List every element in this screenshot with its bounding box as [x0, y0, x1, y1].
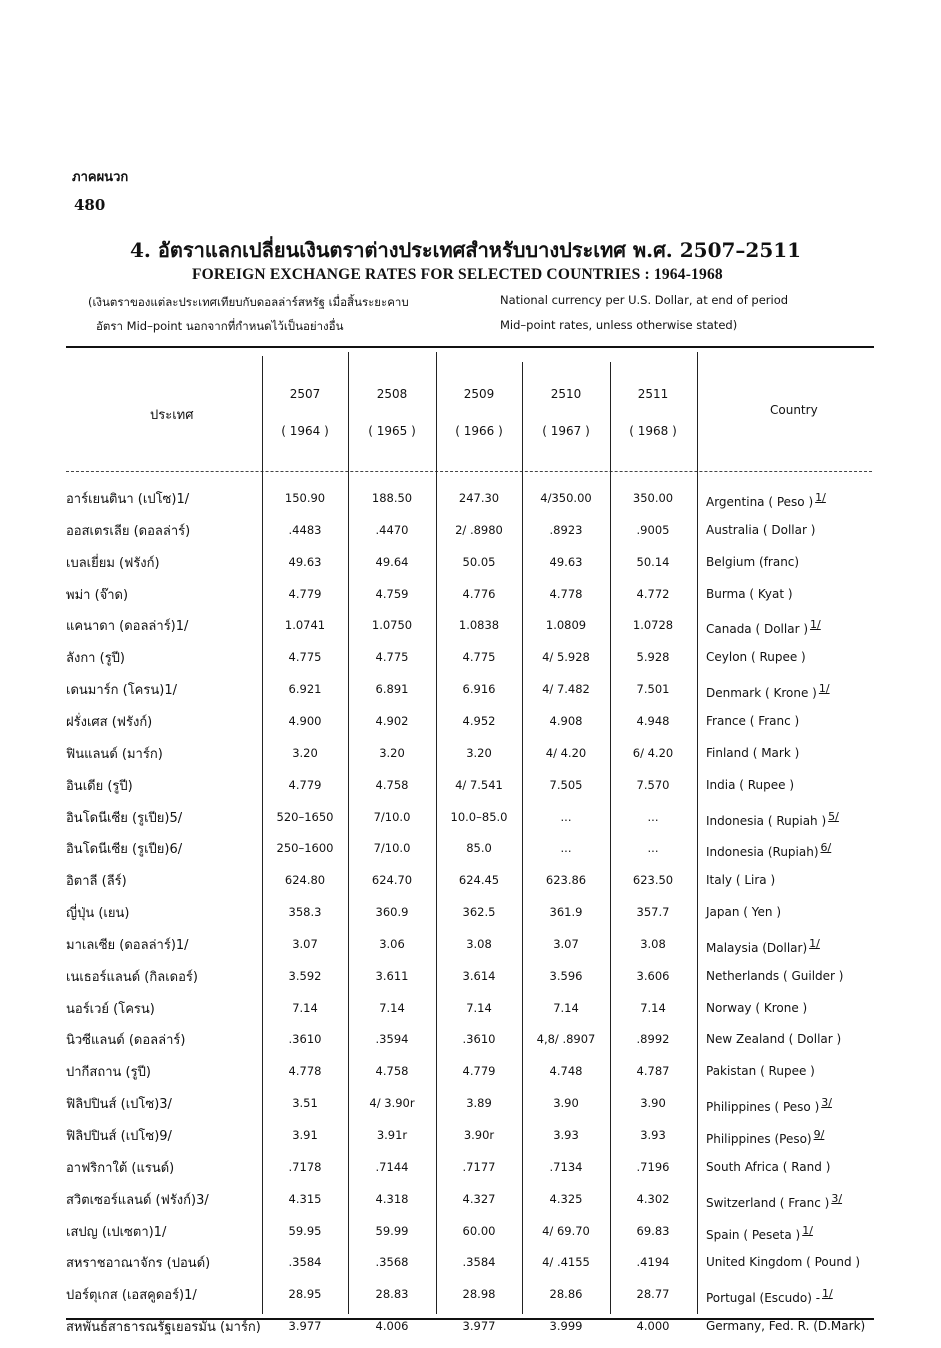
country-english-label: Philippines (Peso): [706, 1132, 812, 1146]
title-thai: 4. อัตราแลกเปลี่ยนเงินตราต่างประเทศสำหรับบางประเทศ พ.ศ. 2507–2511: [130, 238, 802, 262]
country-english: [706, 778, 794, 792]
country-thai: นิวซีแลนด์ (ดอลล่าร์): [66, 1033, 186, 1048]
rate-value: 5.928: [636, 650, 670, 664]
rate-value: 85.0: [466, 841, 492, 855]
rate-value: 10.0–85.0: [450, 810, 508, 824]
rate-value: 3.08: [640, 937, 666, 951]
rate-value: 4.315: [288, 1192, 322, 1206]
rate-value: 3.93: [640, 1128, 666, 1142]
country-thai: อินโดนีเซีย (รูเปีย)6/: [66, 842, 183, 857]
table-top-rule: [66, 346, 874, 348]
footnote-marker: 5/: [828, 810, 839, 823]
country-english-label: Ceylon ( Rupee ): [706, 650, 806, 664]
rate-value: 28.95: [288, 1287, 322, 1301]
rate-value: 4.775: [288, 650, 322, 664]
rate-value: .9005: [636, 523, 670, 537]
table-row: [0, 1029, 941, 1061]
rate-value: 4/ 7.541: [455, 778, 503, 792]
country-english: [706, 1160, 830, 1174]
header-country-english: Country: [770, 403, 818, 417]
section-label: ภาคผนวก: [72, 170, 129, 185]
rate-value: 623.86: [545, 873, 587, 887]
rate-value: 3.20: [466, 746, 492, 760]
country-english: [706, 1001, 807, 1015]
country-english-label: United Kingdom ( Pound ): [706, 1255, 861, 1269]
rate-value: 3.90: [640, 1096, 666, 1110]
country-english-label: Indonesia (Rupiah): [706, 845, 819, 859]
table-row: [0, 552, 941, 584]
rate-value: 4.787: [636, 1064, 670, 1078]
country-thai: อินเดีย (รูปี): [66, 779, 133, 794]
table-row: [0, 711, 941, 743]
rate-value: 2/ .8980: [455, 523, 503, 537]
rate-value: 7.14: [379, 1001, 405, 1015]
header-year-ce: ( 1966 ): [455, 424, 503, 438]
country-english: [706, 1064, 815, 1078]
rate-value: 60.00: [462, 1224, 496, 1238]
rate-value: 4,8/ .8907: [536, 1032, 596, 1046]
country-english-label: Switzerland ( Franc ): [706, 1196, 830, 1210]
country-thai: นอร์เวย์ (โครน): [66, 1002, 155, 1017]
rate-value: .3568: [375, 1255, 409, 1269]
rate-value: 4.759: [375, 587, 409, 601]
country-thai: เดนมาร์ก (โครน)1/: [66, 683, 177, 698]
rate-value: 247.30: [458, 491, 500, 505]
country-thai: อิตาลี (ลีร์): [66, 874, 127, 889]
rate-value: 4.327: [462, 1192, 496, 1206]
rate-value: 3.89: [466, 1096, 492, 1110]
rate-value: 28.86: [549, 1287, 583, 1301]
table-row: [0, 807, 941, 839]
rate-value: .8992: [636, 1032, 670, 1046]
rate-value: 150.90: [284, 491, 326, 505]
rate-value: .7144: [375, 1160, 409, 1174]
country-thai: ปากีสถาน (รูปี): [66, 1065, 151, 1080]
country-thai: เสปญ (เปเซตา)1/: [66, 1225, 167, 1240]
rate-value: 3.596: [549, 969, 583, 983]
rate-value: 4.779: [288, 587, 322, 601]
rate-value: 1.0809: [545, 618, 587, 632]
rate-value: 4.902: [375, 714, 409, 728]
table-row: [0, 615, 941, 647]
country-thai: อินโดนีเซีย (รูเปีย)5/: [66, 811, 183, 826]
country-english-label: Burma ( Kyat ): [706, 587, 793, 601]
header-year-ce: ( 1968 ): [629, 424, 677, 438]
rate-value: 4/ 69.70: [542, 1224, 590, 1238]
rate-value: 50.14: [636, 555, 670, 569]
country-english-label: South Africa ( Rand ): [706, 1160, 831, 1174]
country-english-label: Netherlands ( Guilder ): [706, 969, 844, 983]
rate-value: 4.776: [462, 587, 496, 601]
rate-value: .7134: [549, 1160, 583, 1174]
rate-value: ...: [560, 841, 572, 855]
country-english-label: Italy ( Lira ): [706, 873, 776, 887]
country-english-label: Australia ( Dollar ): [706, 523, 816, 537]
country-english: [706, 841, 831, 859]
country-english: [706, 905, 781, 919]
footnote-marker: 1/: [822, 1287, 833, 1300]
rate-value: 59.95: [288, 1224, 322, 1238]
header-year-be: 2508: [376, 387, 408, 401]
rate-value: 250–1600: [276, 841, 334, 855]
rate-value: 3.90: [553, 1096, 579, 1110]
rate-value: 7.14: [466, 1001, 492, 1015]
note-thai-line1: (เงินตราของแต่ละประเทศเทียบกับดอลล่าร์สหรัฐ เมื่อสิ้นระยะคาบ: [88, 295, 409, 309]
table-header-divider: [66, 471, 872, 472]
rate-value: 4.006: [375, 1319, 409, 1333]
footnote-marker: 1/: [802, 1224, 813, 1237]
table-row: [0, 1093, 941, 1125]
country-english-label: France ( Franc ): [706, 714, 800, 728]
rate-value: 4.900: [288, 714, 322, 728]
footnote-marker: 3/: [831, 1192, 843, 1205]
table-row: [0, 584, 941, 616]
rate-value: 7.14: [640, 1001, 666, 1015]
rate-value: 59.99: [375, 1224, 409, 1238]
table-row: [0, 966, 941, 998]
footnote-marker: 3/: [821, 1096, 832, 1109]
rate-value: 4.775: [375, 650, 409, 664]
rate-value: 28.83: [375, 1287, 409, 1301]
country-english-label: Pakistan ( Rupee ): [706, 1064, 815, 1078]
header-year-be: 2510: [550, 387, 582, 401]
rate-value: 7.505: [549, 778, 583, 792]
table-row: [0, 520, 941, 552]
country-english-label: Canada ( Dollar ): [706, 622, 809, 636]
table-row: [0, 934, 941, 966]
rate-value: 1.0741: [284, 618, 326, 632]
rate-value: 4.772: [636, 587, 670, 601]
country-english: [706, 1287, 833, 1305]
rate-value: 1.0750: [371, 618, 413, 632]
country-english: [706, 714, 799, 728]
rate-value: 4.775: [462, 650, 496, 664]
table-row: [0, 647, 941, 679]
rate-value: 4.778: [288, 1064, 322, 1078]
country-english: [706, 810, 839, 828]
table-row: [0, 998, 941, 1030]
rate-value: 4.000: [636, 1319, 670, 1333]
country-english: [706, 1192, 842, 1210]
rate-value: 4.302: [636, 1192, 670, 1206]
rate-value: 4.952: [462, 714, 496, 728]
table-row: [0, 1284, 941, 1316]
country-english: [706, 1128, 824, 1146]
page-number: 480: [74, 196, 106, 214]
country-english: [706, 650, 806, 664]
rate-value: 7.501: [636, 682, 670, 696]
country-english: [706, 682, 830, 700]
rate-value: 3.08: [466, 937, 492, 951]
rate-value: 6.921: [288, 682, 322, 696]
country-thai: อาฟริกาใต้ (แรนด์): [66, 1161, 175, 1176]
rate-value: 7.14: [292, 1001, 318, 1015]
country-english: [706, 491, 826, 509]
country-english: [706, 969, 843, 983]
rate-value: 4.779: [462, 1064, 496, 1078]
rate-value: .4483: [288, 523, 322, 537]
rate-value: .4470: [375, 523, 409, 537]
rate-value: 362.5: [462, 905, 496, 919]
rate-value: 350.00: [632, 491, 674, 505]
rate-value: 28.98: [462, 1287, 496, 1301]
rate-value: 4/ 3.90r: [369, 1096, 415, 1110]
rate-value: 3.977: [462, 1319, 496, 1333]
rate-value: 624.80: [284, 873, 326, 887]
header-year-be: 2511: [637, 387, 669, 401]
rate-value: 3.07: [553, 937, 579, 951]
rate-value: 3.977: [288, 1319, 322, 1333]
rate-value: 4/ 5.928: [542, 650, 590, 664]
country-thai: ฟินแลนด์ (มาร์ก): [66, 747, 163, 762]
rate-value: ...: [560, 810, 572, 824]
rate-value: 3.90r: [463, 1128, 495, 1142]
country-english: [706, 746, 799, 760]
country-english-label: India ( Rupee ): [706, 778, 795, 792]
footnote-marker: 6/: [820, 841, 832, 854]
country-thai: สหราชอาณาจักร (ปอนด์): [66, 1256, 211, 1271]
rate-value: 4/ .4155: [542, 1255, 590, 1269]
country-english-label: Belgium (franc): [706, 555, 800, 569]
country-thai: เนเธอร์แลนด์ (กิลเดอร์): [66, 970, 198, 985]
country-english: [706, 1096, 832, 1114]
rate-value: 4.318: [375, 1192, 409, 1206]
country-english: [706, 1319, 865, 1333]
rate-value: 4.778: [549, 587, 583, 601]
rate-value: 3.611: [375, 969, 409, 983]
country-thai: ญี่ปุ่น (เยน): [66, 906, 130, 921]
country-thai: ปอร์ตุเกส (เอสคูดอร์)1/: [66, 1288, 197, 1303]
rate-value: 3.06: [379, 937, 405, 951]
country-english-label: Japan ( Yen ): [706, 905, 781, 919]
footnote-marker: 9/: [813, 1128, 825, 1141]
rate-value: 50.05: [462, 555, 496, 569]
country-thai: พม่า (จ๊าด): [66, 588, 129, 603]
rate-value: 3.20: [379, 746, 405, 760]
country-english-label: Indonesia ( Rupiah ): [706, 814, 827, 828]
rate-value: 4.908: [549, 714, 583, 728]
rate-value: 4.948: [636, 714, 670, 728]
rate-value: 520–1650: [276, 810, 334, 824]
note-english-line1: National currency per U.S. Dollar, at end of period: [500, 293, 789, 307]
rate-value: 1.0838: [458, 618, 500, 632]
country-english-label: Spain ( Peseta ): [706, 1228, 801, 1242]
rate-value: 4.758: [375, 1064, 409, 1078]
country-english-label: Portugal (Escudo) -: [706, 1291, 821, 1305]
note-thai-line2: อัตรา Mid–point นอกจากที่กำหนดไว้เป็นอย่างอื่น: [96, 319, 344, 333]
rate-value: .7196: [636, 1160, 670, 1174]
country-thai: เบลเยี่ยม (ฟรังก์): [66, 556, 160, 571]
country-thai: แคนาดา (ดอลล่าร์)1/: [66, 619, 189, 634]
rate-value: 4/350.00: [540, 491, 592, 505]
table-row: [0, 1189, 941, 1221]
rate-value: 3.93: [553, 1128, 579, 1142]
country-thai: อาร์เยนตินา (เปโซ)1/: [66, 492, 190, 507]
header-year-ce: ( 1967 ): [542, 424, 590, 438]
country-english: [706, 523, 815, 537]
country-thai: ฟิลิปปินส์ (เปโซ)3/: [66, 1097, 172, 1112]
table-row: [0, 488, 941, 520]
country-thai: ฝรั่งเศส (ฟรังก์): [66, 715, 153, 730]
rate-value: 3.592: [288, 969, 322, 983]
table-row: [0, 1221, 941, 1253]
rate-value: 3.91: [292, 1128, 318, 1142]
table-row: [0, 1157, 941, 1189]
rate-value: 3.07: [292, 937, 318, 951]
header-year-be: 2509: [463, 387, 495, 401]
rate-value: 3.20: [292, 746, 318, 760]
footnote-marker: 1/: [818, 682, 830, 695]
rate-value: 4/ 7.482: [542, 682, 590, 696]
country-english: [706, 1032, 841, 1046]
country-english-label: Argentina ( Peso ): [706, 495, 814, 509]
country-english: [706, 937, 820, 955]
rate-value: ...: [647, 841, 659, 855]
country-english-label: New Zealand ( Dollar ): [706, 1032, 842, 1046]
rate-value: .3584: [288, 1255, 322, 1269]
rate-value: 358.3: [288, 905, 322, 919]
table-row: [0, 1252, 941, 1284]
rate-value: 7/10.0: [373, 810, 411, 824]
rate-value: ...: [647, 810, 659, 824]
table-row: [0, 1316, 941, 1348]
rate-value: 3.999: [549, 1319, 583, 1333]
country-english: [706, 618, 821, 636]
rate-value: .3610: [288, 1032, 322, 1046]
country-english-label: Philippines ( Peso ): [706, 1100, 820, 1114]
country-thai: มาเลเซีย (ดอลล่าร์)1/: [66, 938, 189, 953]
rate-value: .3594: [375, 1032, 409, 1046]
note-english-line2: Mid–point rates, unless otherwise stated): [500, 318, 738, 332]
rate-value: 188.50: [371, 491, 413, 505]
rate-value: 3.91r: [376, 1128, 408, 1142]
rate-value: 6/ 4.20: [632, 746, 674, 760]
table-row: [0, 1125, 941, 1157]
rate-value: 3.614: [462, 969, 496, 983]
country-english-label: Denmark ( Krone ): [706, 686, 817, 700]
header-year-ce: ( 1964 ): [281, 424, 329, 438]
table-row: [0, 902, 941, 934]
rate-value: 7/10.0: [373, 841, 411, 855]
header-country-thai: ประเทศ: [150, 408, 194, 423]
rate-value: 49.63: [549, 555, 583, 569]
rate-value: 28.77: [636, 1287, 670, 1301]
rate-value: 3.606: [636, 969, 670, 983]
rate-value: .3584: [462, 1255, 496, 1269]
country-thai: สหพันธ์สาธารณรัฐเยอรมัน (มาร์ก): [66, 1320, 261, 1335]
rate-value: 6.891: [375, 682, 409, 696]
rate-value: 4.325: [549, 1192, 583, 1206]
rate-value: 624.45: [458, 873, 500, 887]
rate-value: 4.758: [375, 778, 409, 792]
rate-value: 69.83: [636, 1224, 670, 1238]
country-english: [706, 555, 799, 569]
country-english-label: Germany, Fed. R. (D.Mark): [706, 1319, 866, 1333]
country-thai: ฟิลิปปินส์ (เปโซ)9/: [66, 1129, 172, 1144]
rate-value: 4/ 4.20: [545, 746, 587, 760]
country-english-label: Finland ( Mark ): [706, 746, 800, 760]
rate-value: .3610: [462, 1032, 496, 1046]
country-english: [706, 873, 775, 887]
country-thai: สวิตเซอร์แลนด์ (ฟรังก์)3/: [66, 1193, 209, 1208]
rate-value: 7.14: [553, 1001, 579, 1015]
table-row: [0, 1061, 941, 1093]
rate-value: 1.0728: [632, 618, 674, 632]
country-english-label: Malaysia (Dollar): [706, 941, 808, 955]
rate-value: 624.70: [371, 873, 413, 887]
rate-value: 6.916: [462, 682, 496, 696]
country-english: [706, 1224, 813, 1242]
rate-value: 361.9: [549, 905, 583, 919]
header-year-be: 2507: [289, 387, 321, 401]
rate-value: 623.50: [632, 873, 674, 887]
rate-value: .7177: [462, 1160, 496, 1174]
country-english: [706, 587, 793, 601]
table-row: [0, 679, 941, 711]
country-english-label: Norway ( Krone ): [706, 1001, 808, 1015]
rate-value: 4.748: [549, 1064, 583, 1078]
table-row: [0, 743, 941, 775]
rate-value: 7.570: [636, 778, 670, 792]
table-row: [0, 838, 941, 870]
rate-value: 360.9: [375, 905, 409, 919]
rate-value: 49.63: [288, 555, 322, 569]
footnote-marker: 1/: [809, 937, 820, 950]
table-row: [0, 775, 941, 807]
rate-value: .4194: [636, 1255, 670, 1269]
footnote-marker: 1/: [815, 491, 826, 504]
country-english: [706, 1255, 860, 1269]
country-thai: ลังกา (รูปี): [66, 651, 125, 666]
rate-value: 357.7: [636, 905, 670, 919]
title-english: FOREIGN EXCHANGE RATES FOR SELECTED COUNTRIES : 1964-1968: [192, 266, 723, 283]
rate-value: .7178: [288, 1160, 322, 1174]
rate-value: 4.779: [288, 778, 322, 792]
rate-value: 3.51: [292, 1096, 318, 1110]
country-thai: ออสเตรเลีย (ดอลล่าร์): [66, 524, 191, 539]
table-row: [0, 870, 941, 902]
header-year-ce: ( 1965 ): [368, 424, 416, 438]
rate-value: 49.64: [375, 555, 409, 569]
rate-value: .8923: [549, 523, 583, 537]
footnote-marker: 1/: [810, 618, 821, 631]
